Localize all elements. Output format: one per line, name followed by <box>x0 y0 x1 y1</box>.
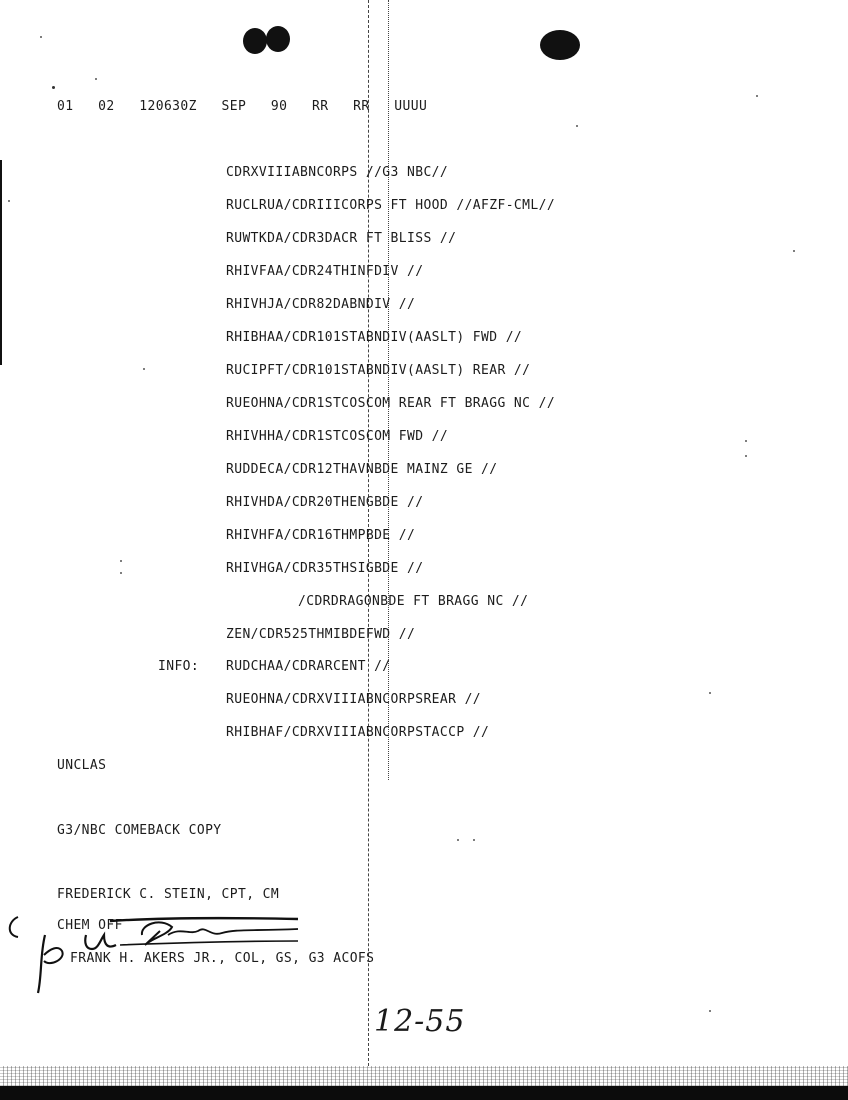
scan-speck <box>745 440 747 442</box>
addressee-line: /CDRDRAGONBDE FT BRAGG NC // <box>298 594 529 609</box>
scan-edge-bar <box>0 1086 848 1100</box>
binding-edge-mark <box>0 160 2 365</box>
addressee-line: RHIVFAA/CDR24THINFDIV // <box>226 264 424 279</box>
info-label: INFO: <box>158 659 200 674</box>
addressee-line: RUCIPFT/CDR101STABNDIV(AASLT) REAR // <box>226 363 531 378</box>
approver-line: FRANK H. AKERS JR., COL, GS, G3 ACOFS <box>70 951 375 966</box>
punch-hole-left <box>243 28 267 54</box>
scan-speck <box>8 200 10 202</box>
handwritten-signature <box>0 905 320 995</box>
signer-title-line: CHEM OFF <box>57 918 123 933</box>
punch-hole-left-2 <box>266 26 290 52</box>
scan-speck <box>576 125 578 127</box>
signer-name-line: FREDERICK C. STEIN, CPT, CM <box>57 887 280 902</box>
scan-speck <box>756 95 758 97</box>
scan-speck <box>143 368 145 370</box>
info-addressee-line: RHIBHAF/CDRXVIIIABNCORPSTACCP // <box>226 725 490 740</box>
addressee-line: RUEOHNA/CDR1STCOSCOM REAR FT BRAGG NC // <box>226 396 556 411</box>
scan-speck <box>745 455 747 457</box>
addressee-line: RUDDECA/CDR12THAVNBDE MAINZ GE // <box>226 462 498 477</box>
scan-speck <box>40 36 42 38</box>
addressee-line: RUWTKDA/CDR3DACR FT BLISS // <box>226 231 457 246</box>
subject-line: G3/NBC COMEBACK COPY <box>57 823 222 838</box>
addressee-line: RHIVHJA/CDR82DABNDIV // <box>226 297 416 312</box>
scan-speck <box>120 560 122 562</box>
message-header-line: 01 02 120630Z SEP 90 RR RR UUUU <box>57 99 428 114</box>
addressee-line: RHIVHHA/CDR1STCOSCOM FWD // <box>226 429 449 444</box>
scan-speck <box>457 839 459 841</box>
scan-speck <box>120 572 122 574</box>
scan-speck <box>95 78 97 80</box>
scan-speck <box>709 1010 711 1012</box>
info-addressee-line: RUEOHNA/CDRXVIIIABNCORPSREAR // <box>226 692 482 707</box>
classification-marking: UNCLAS <box>57 758 107 773</box>
addressee-line: RUCLRUA/CDRIIICORPS FT HOOD //AFZF-CML// <box>226 198 556 213</box>
punch-hole-right <box>540 30 580 60</box>
addressee-line: RHIBHAA/CDR101STABNDIV(AASLT) FWD // <box>226 330 523 345</box>
addressee-line: RHIVHFA/CDR16THMPBDE // <box>226 528 416 543</box>
scan-speck <box>52 86 55 89</box>
addressee-line: RHIVHDA/CDR20THENGBDE // <box>226 495 424 510</box>
page-number: 12-55 <box>374 1004 466 1039</box>
scan-speck <box>793 250 795 252</box>
info-addressee-line: RUDCHAA/CDRARCENT // <box>226 659 391 674</box>
addressee-line: RHIVHGA/CDR35THSIGBDE // <box>226 561 424 576</box>
scan-speck <box>709 692 711 694</box>
scan-speck <box>473 839 475 841</box>
addressee-line: ZEN/CDR525THMIBDEFWD // <box>226 627 416 642</box>
addressee-line: CDRXVIIIABNCORPS //G3 NBC// <box>226 165 449 180</box>
